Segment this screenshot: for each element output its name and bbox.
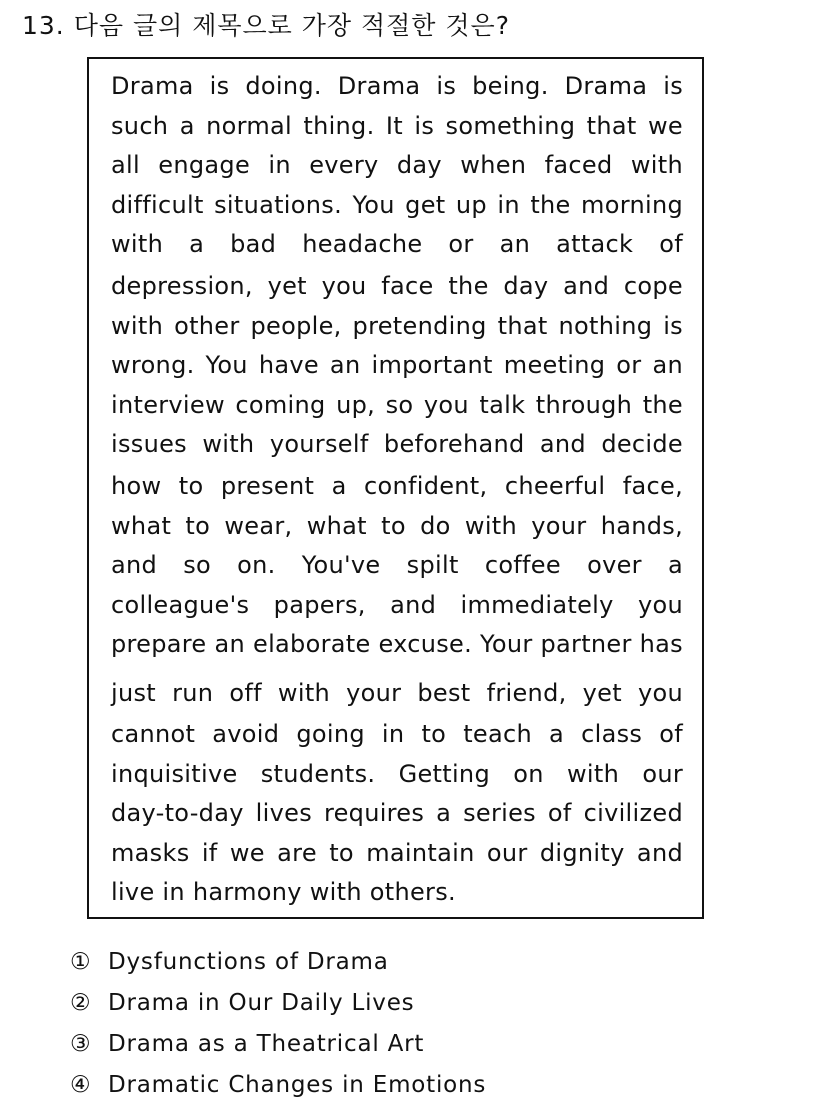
option-2[interactable] <box>70 988 414 1018</box>
option-text: Dysfunctions of Drama <box>108 949 389 975</box>
passage-line: depression, yet you face the day and cope <box>111 272 683 300</box>
option-number: ① <box>70 949 92 975</box>
passage-line: live in harmony with others. <box>111 878 456 906</box>
passage-line: prepare an elaborate excuse. Your partner has <box>111 630 683 658</box>
option-number: ② <box>70 990 92 1016</box>
passage-line: just run off with your best friend, yet you <box>111 679 683 707</box>
option-text: Dramatic Changes in Emotions <box>108 1072 487 1098</box>
passage-line: how to present a confident, cheerful face, <box>111 472 683 500</box>
passage-box <box>87 57 704 919</box>
option-number: ④ <box>70 1072 92 1098</box>
passage-line: difficult situations. You get up in the morning <box>111 191 683 219</box>
option-number: ③ <box>70 1031 92 1057</box>
passage-line: masks if we are to maintain our dignity and <box>111 839 683 867</box>
option-3[interactable] <box>70 1029 424 1059</box>
passage-line: cannot avoid going in to teach a class of <box>111 720 683 748</box>
passage-line: with other people, pretending that nothing is <box>111 312 683 340</box>
passage-line: what to wear, what to do with your hands, <box>111 512 683 540</box>
question-title: 13. 다음 글의 제목으로 가장 적절한 것은? <box>22 11 510 40</box>
passage-line: issues with yourself beforehand and decide <box>111 430 683 458</box>
passage-line: Drama is doing. Drama is being. Drama is <box>111 72 683 100</box>
passage-line: inquisitive students. Getting on with our <box>111 760 683 788</box>
passage-line: day-to-day lives requires a series of civilized <box>111 799 683 827</box>
option-1[interactable] <box>70 947 389 977</box>
option-4[interactable] <box>70 1070 486 1100</box>
passage-line: with a bad headache or an attack of <box>111 230 683 258</box>
option-text: Drama in Our Daily Lives <box>108 990 415 1016</box>
passage-line: interview coming up, so you talk through the <box>111 391 683 419</box>
option-text: Drama as a Theatrical Art <box>108 1031 425 1057</box>
passage-line: wrong. You have an important meeting or an <box>111 351 683 379</box>
passage-line: and so on. You've spilt coffee over a <box>111 551 683 579</box>
passage-line: all engage in every day when faced with <box>111 151 683 179</box>
passage-line: colleague's papers, and immediately you <box>111 591 683 619</box>
passage-line: such a normal thing. It is something that we <box>111 112 683 140</box>
